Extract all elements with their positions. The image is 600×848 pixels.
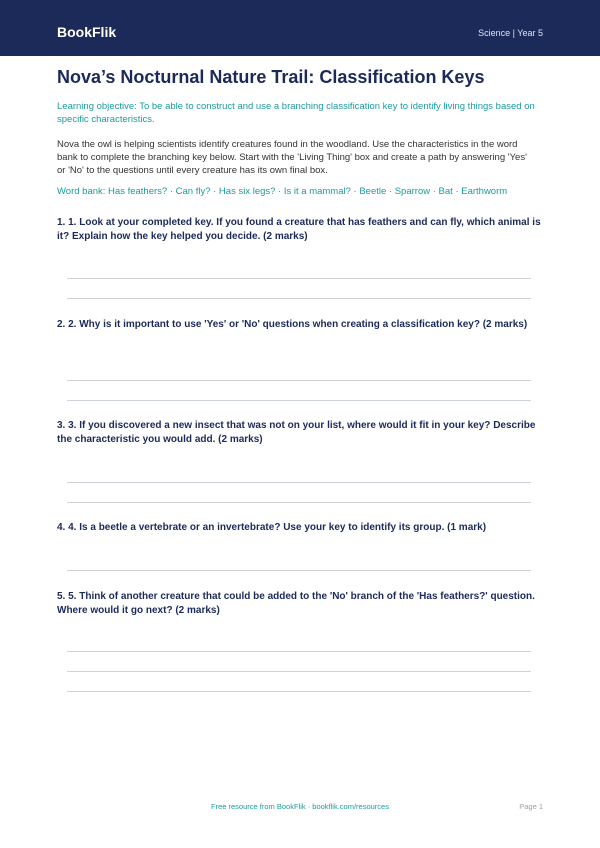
answer-line[interactable] <box>67 502 531 503</box>
question-1: 1. 1. Look at your completed key. If you found a creature that has feathers and can fly, which animal is it? Explain how the key helped you decide. (2 marks) <box>57 217 541 242</box>
answer-line[interactable] <box>67 570 531 571</box>
answer-line[interactable] <box>67 278 531 279</box>
answer-line[interactable] <box>67 380 531 381</box>
subject-year-label: Science | Year 5 <box>478 28 543 38</box>
question-5: 5. 5. Think of another creature that could be added to the 'No' branch of the 'Has feathers?' question. Where would it go next? (2 marks) <box>57 591 535 616</box>
header-bar <box>0 0 600 56</box>
answer-line[interactable] <box>67 298 531 299</box>
answer-line[interactable] <box>67 691 531 692</box>
footer-credit: Free resource from BookFlik · bookflik.com/resources <box>211 802 389 811</box>
page-number: Page 1 <box>519 802 543 811</box>
intro-paragraph: Nova the owl is helping scientists identify creatures found in the woodland. Use the characteristics in the word bank to complete the branching key below. Start with the 'Living Thing' box and create a path by answering 'Yes' or 'No' to the questions until every creature has its own final box. <box>57 139 527 176</box>
page-title: Nova’s Nocturnal Nature Trail: Classification Keys <box>57 67 485 87</box>
answer-line[interactable] <box>67 671 531 672</box>
question-2: 2. 2. Why is it important to use 'Yes' or 'No' questions when creating a classification key? (2 marks) <box>57 319 528 330</box>
question-4: 4. 4. Is a beetle a vertebrate or an invertebrate? Use your key to identify its group. (1 mark) <box>57 522 487 533</box>
learning-objective: Learning objective: To be able to construct and use a branching classification key to identify living things based on specific characteristics. <box>57 101 535 125</box>
question-3: 3. 3. If you discovered a new insect that was not on your list, where would it fit in your key? Describe the characteristic you would add. (2 marks) <box>57 420 536 445</box>
answer-line[interactable] <box>67 400 531 401</box>
answer-line[interactable] <box>67 482 531 483</box>
answer-line[interactable] <box>67 651 531 652</box>
brand-logo-text[interactable]: BookFlik <box>57 24 117 40</box>
word-bank: Word bank: Has feathers? · Can fly? · Has six legs? · Is it a mammal? · Beetle · Sparrow · Bat · Earthworm <box>57 186 508 197</box>
